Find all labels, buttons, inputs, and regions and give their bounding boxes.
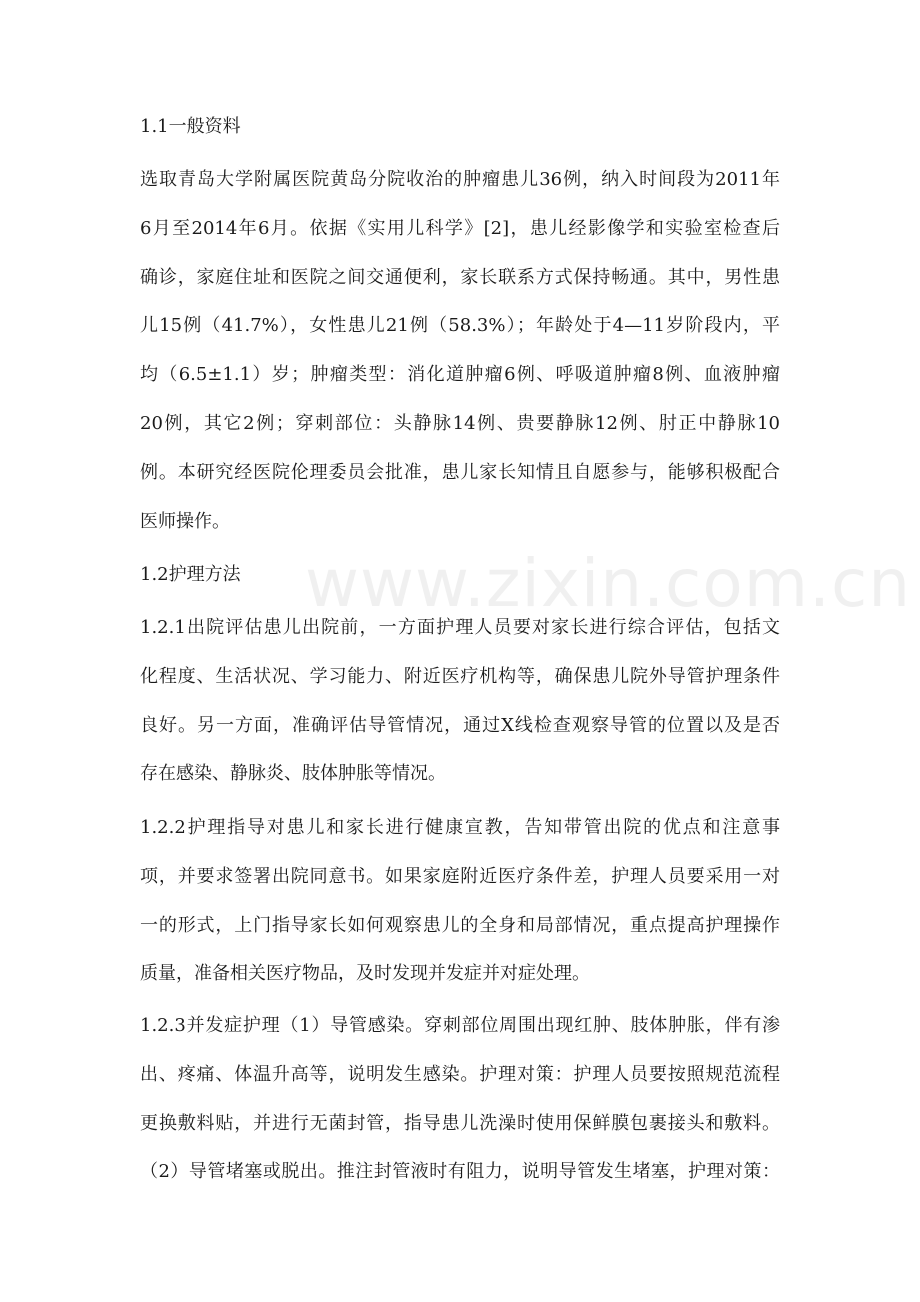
text-line: 儿15例（41.7%），女性患儿21例（58.3%）；年龄处于4—11岁阶段内，平 [140,315,780,337]
paragraph-complication-care [140,1014,780,1209]
text-line: 1.2.1出院评估患儿出院前，一方面护理人员要对家长进行综合评估，包括文 [140,617,780,638]
text-line: 化程度、生活状况、学习能力、附近医疗机构等，确保患儿院外导管护理条件 [140,665,780,687]
text-line: （2）导管堵塞或脱出。推注封管液时有阻力，说明导管发生堵塞，护理对策： [140,1161,780,1183]
section-heading-general-info: 1.1一般资料 [140,116,241,137]
paragraph-discharge-assessment [140,616,780,811]
text-line: 医师操作。 [140,510,230,532]
text-line: 确诊，家庭住址和医院之间交通便利，家长联系方式保持畅通。其中，男性患 [140,266,780,288]
text-line: 出、疼痛、体温升高等，说明发生感染。护理对策：护理人员要按照规范流程 [140,1063,780,1085]
paragraph-general-info [140,168,780,558]
text-line: 例。本研究经医院伦理委员会批准，患儿家长知情且自愿参与，能够积极配合 [140,461,780,483]
watermark-text: www.zixin.com.cn [305,545,912,622]
text-line: 6月至2014年6月。依据《实用儿科学》[2]，患儿经影像学和实验室检查后 [140,217,780,239]
paragraph-nursing-guidance [140,816,780,1011]
text-line: 质量，准备相关医疗物品，及时发现并发症并对症处理。 [140,963,590,985]
text-line: 20例，其它2例；穿刺部位：头静脉14例、贵要静脉12例、肘正中静脉10 [140,412,780,434]
text-line: 更换敷料贴，并进行无菌封管，指导患儿洗澡时使用保鲜膜包裹接头和敷料。 [140,1112,780,1134]
text-line: 选取青岛大学附属医院黄岛分院收治的肿瘤患儿36例，纳入时间段为2011年 [140,169,780,190]
text-line: 1.2.2护理指导对患儿和家长进行健康宣教，告知带管出院的优点和注意事 [140,817,780,838]
text-line: 一的形式，上门指导家长如何观察患儿的全身和局部情况，重点提高护理操作 [140,914,780,936]
text-line: 项，并要求签署出院同意书。如果家庭附近医疗条件差，护理人员要采用一对 [140,865,780,887]
text-line: 1.2.3并发症护理（1）导管感染。穿刺部位周围出现红肿、肢体肿胀，伴有渗 [140,1015,780,1036]
text-line: 存在感染、静脉炎、肢体肿胀等情况。 [140,763,446,785]
text-line: 良好。另一方面，准确评估导管情况，通过X线检查观察导管的位置以及是否 [140,714,780,736]
text-line: 均（6.5±1.1）岁；肿瘤类型：消化道肿瘤6例、呼吸道肿瘤8例、血液肿瘤 [140,364,780,386]
section-heading-nursing-methods: 1.2护理方法 [140,564,241,585]
